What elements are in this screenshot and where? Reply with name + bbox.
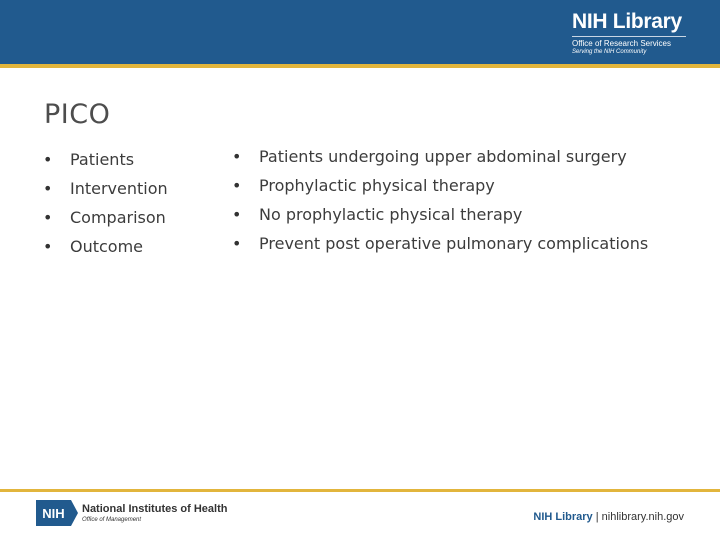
footer-divider [0,489,720,492]
list-item [232,200,648,229]
footer-library-link[interactable] [533,511,684,523]
bullet-icon: • [43,237,53,256]
org-text [82,503,227,524]
footer-library-label: NIH Library [533,511,593,523]
nih-logo-icon: NIH [36,500,71,526]
pico-examples-list [232,142,648,258]
bullet-icon: • [43,150,53,169]
office-name: Office of Management [82,516,142,523]
list-item [232,142,648,171]
list-item [232,229,648,258]
example-text: Patients undergoing upper abdominal surgery [259,147,627,166]
footer-url[interactable]: nihlibrary.nih.gov [601,511,684,523]
list-item [43,232,168,261]
nih-library-logo[interactable] [572,10,686,56]
brand-title: NIH Library [572,10,682,33]
bullet-icon: • [232,147,242,166]
header-bar [0,0,720,64]
list-item [232,171,648,200]
slide-title: PICO [44,99,111,130]
header-divider [0,64,720,68]
org-name: National Institutes of Health [82,502,228,515]
nih-footer-logo[interactable] [36,500,227,526]
pico-terms-list [43,145,168,261]
bullet-icon: • [232,205,242,224]
list-item [43,174,168,203]
term-label: Comparison [70,208,166,227]
bullet-icon: • [43,208,53,227]
term-label: Patients [70,150,135,169]
term-label: Outcome [70,237,144,256]
term-label: Intervention [70,179,168,198]
list-item [43,145,168,174]
example-text: Prevent post operative pulmonary complications [259,234,649,253]
brand-tagline: Serving the NIH Community [572,49,647,55]
footer-separator: | [595,511,599,523]
brand-subtitle: Office of Research Services [572,36,686,48]
example-text: Prophylactic physical therapy [259,176,495,195]
list-item [43,203,168,232]
bullet-icon: • [232,176,242,195]
bullet-icon: • [43,179,53,198]
example-text: No prophylactic physical therapy [259,205,523,224]
bullet-icon: • [232,234,242,253]
